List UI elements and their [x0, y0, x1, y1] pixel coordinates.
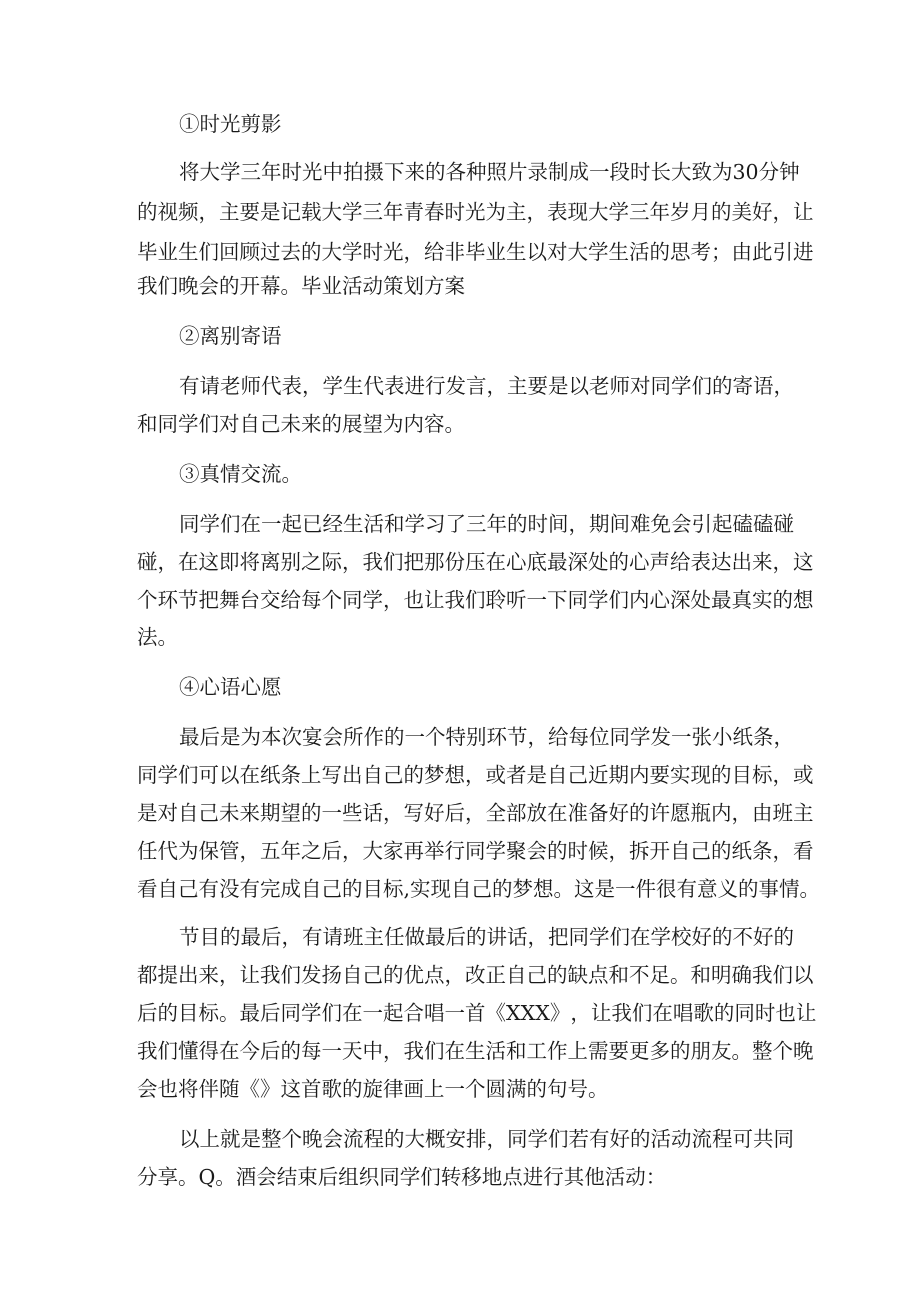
- paragraph-line: 同 学 们 可 以 在 纸 条 上 写 出 自 己 的 梦 想 ， 或 者 是 自 己 近 期 内 要 实 现 的 目 标 ， 或: [137, 763, 814, 787]
- paragraph-line: 个 环 节 把 舞 台 交 给 每 个 同 学 ， 也 让 我 们 聆 听 一 下 同 学 们 内 心 深 处 最 真 实 的 想: [137, 588, 814, 612]
- paragraph-line: 将 大 学 三 年 时 光 中 拍 摄 下 来 的 各 种 照 片 录 制 成 一 段 时 长 大 致 为 3 0 分 钟: [179, 160, 800, 184]
- paragraph-line: 我们晚会的开幕。毕业活动策划方案: [137, 274, 465, 298]
- paragraph-line: 都 提 出 来 ， 让 我 们 发 扬 自 己 的 优 点 ， 改 正 自 己 的 缺 点 和 不 足 。 和 明 确 我 们 以: [137, 963, 814, 987]
- section-heading-heartfelt-exchange: ③真情交流。: [179, 462, 302, 486]
- paragraph-line: 节 目 的 最 后 ， 有 请 班 主 任 做 最 后 的 讲 话 ， 把 同 学 们 在 学 校 好 的 不 好 的: [179, 925, 794, 949]
- section-heading-photo-montage: ①时光剪影: [179, 112, 282, 136]
- paragraph-line: 以 上 就 是 整 个 晚 会 流 程 的 大 概 安 排 ， 同 学 们 若 有 好 的 活 动 流 程 可 共 同: [179, 1127, 794, 1151]
- paragraph-line: 碰 ， 在 这 即 将 离 别 之 际 ， 我 们 把 那 份 压 在 心 底 最 深 处 的 心 声 给 表 达 出 来 ， 这: [137, 550, 814, 574]
- paragraph-line: 分享。Q。酒会结束后组织同学们转移地点进行其他活动：: [137, 1165, 667, 1189]
- paragraph-line: 任 代 为 保 管 ， 五 年 之 后 ， 大 家 再 举 行 同 学 聚 会 的 时 候 ， 拆 开 自 己 的 纸 条 ， 看: [137, 839, 814, 863]
- section-heading-wishes: ④心语心愿: [179, 675, 282, 699]
- paragraph-line: 同 学 们 在 一 起 已 经 生 活 和 学 习 了 三 年 的 时 间 ， 期 间 难 免 会 引 起 磕 磕 碰: [179, 512, 794, 536]
- paragraph-line: 法。: [137, 625, 178, 649]
- paragraph-line: 后 的 目 标 。 最 后 同 学 们 在 一 起 合 唱 一 首 《 X X X 》 ， 让 我 们 在 唱 歌 的 同 时 也 让: [137, 1001, 817, 1025]
- paragraph-line: 会也将伴随《》这首歌的旋律画上一个圆满的句号。: [137, 1077, 609, 1101]
- paragraph-line: 毕 业 生 们 回 顾 过 去 的 大 学 时 光 ， 给 非 毕 业 生 以 对 大 学 生 活 的 思 考 ； 由 此 引 进: [137, 240, 814, 264]
- paragraph-line: 看 自 己 有 没 有 完 成 自 己 的 目 标 , 实 现 自 己 的 梦 想 。 这 是 一 件 很 有 意 义 的 事 情 。: [137, 877, 821, 901]
- paragraph-line: 的 视 频 ， 主 要 是 记 载 大 学 三 年 青 春 时 光 为 主 ， 表 现 大 学 三 年 岁 月 的 美 好 ， 让: [137, 200, 814, 224]
- paragraph-line: 是 对 自 己 未 来 期 望 的 一 些 话 ， 写 好 后 ， 全 部 放 在 准 备 好 的 许 愿 瓶 内 ， 由 班 主: [137, 801, 814, 825]
- paragraph-line: 我 们 懂 得 在 今 后 的 每 一 天 中 ， 我 们 在 生 活 和 工 作 上 需 要 更 多 的 朋 友 。 整 个 晚: [137, 1039, 814, 1063]
- section-heading-farewell-words: ②离别寄语: [179, 324, 282, 348]
- paragraph-line: 和同学们对自己未来的展望为内容。: [137, 412, 465, 436]
- paragraph-line: 有 请 老 师 代 表 ， 学 生 代 表 进 行 发 言 ， 主 要 是 以 老 师 对 同 学 们 的 寄 语 ，: [179, 374, 794, 398]
- paragraph-line: 最 后 是 为 本 次 宴 会 所 作 的 一 个 特 别 环 节 ， 给 每 位 同 学 发 一 张 小 纸 条 ，: [179, 725, 794, 749]
